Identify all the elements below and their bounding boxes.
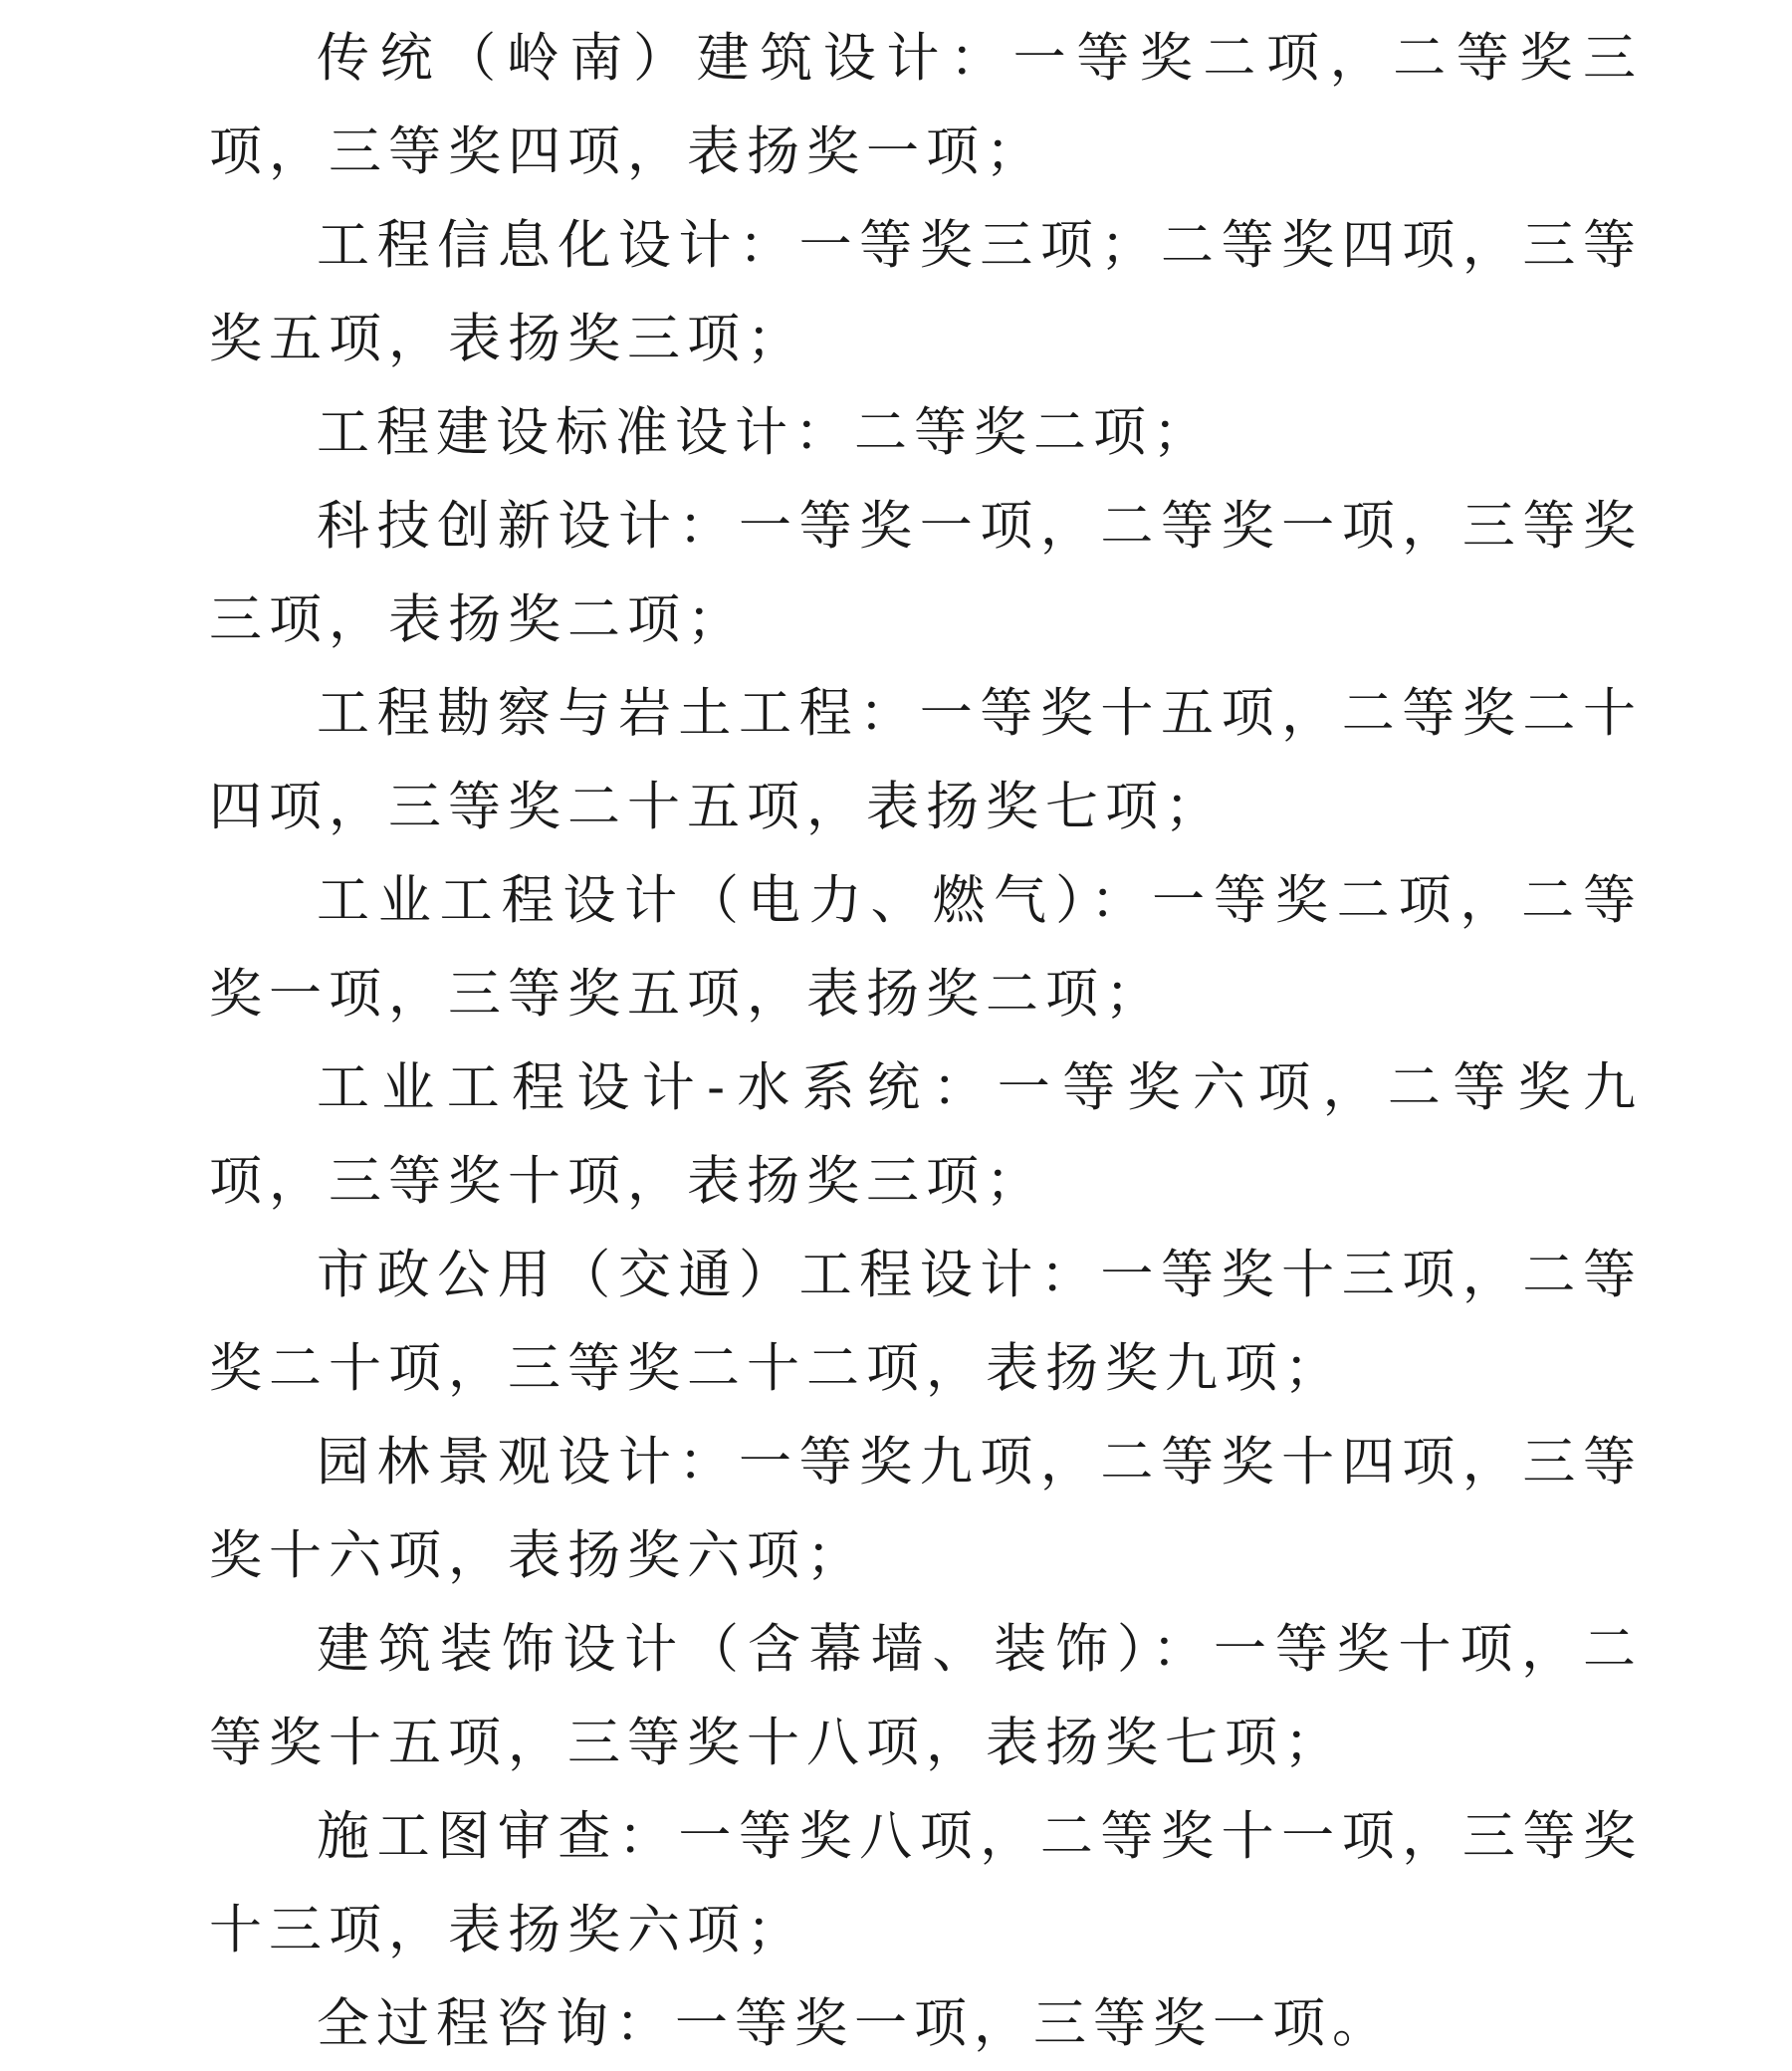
award-paragraph-construction-standard-design: 工程建设标准设计：二等奖二项； [317,402,1213,463]
document-body [209,12,1643,2071]
award-paragraph-decoration-curtain-wall: 建筑装饰设计（含幕墙、装饰）：一等奖十项，二等奖十五项，三等奖十八项，表扬奖七项； [209,1619,1643,1773]
award-paragraph-traditional-lingnan-architecture: 传统（岭南）建筑设计：一等奖二项，二等奖三项，三等奖四项，表扬奖一项； [209,28,1643,182]
award-paragraph-landscape-design: 园林景观设计：一等奖九项，二等奖十四项，三等奖十六项，表扬奖六项； [209,1432,1643,1586]
award-paragraph-technology-innovation: 科技创新设计：一等奖一项，二等奖一项，三等奖三项，表扬奖二项； [209,496,1643,650]
award-paragraph-drawing-review: 施工图审查：一等奖八项，二等奖十一项，三等奖十三项，表扬奖六项； [209,1806,1643,1960]
award-paragraph-industrial-power-gas: 工业工程设计（电力、燃气）：一等奖二项，二等奖一项，三等奖五项，表扬奖二项； [209,870,1643,1025]
award-paragraph-industrial-water-system: 工业工程设计-水系统：一等奖六项，二等奖九项，三等奖十项，表扬奖三项； [209,1057,1643,1212]
award-paragraph-engineering-informatization: 工程信息化设计：一等奖三项；二等奖四项，三等奖五项，表扬奖三项； [209,215,1643,369]
award-paragraph-survey-geotechnical: 工程勘察与岩土工程：一等奖十五项，二等奖二十四项，三等奖二十五项，表扬奖七项； [209,683,1643,837]
award-paragraph-whole-process-consulting: 全过程咨询：一等奖一项，三等奖一项。 [317,1993,1392,2054]
award-paragraph-municipal-transport: 市政公用（交通）工程设计：一等奖十三项，二等奖二十项，三等奖二十二项，表扬奖九项； [209,1245,1643,1399]
